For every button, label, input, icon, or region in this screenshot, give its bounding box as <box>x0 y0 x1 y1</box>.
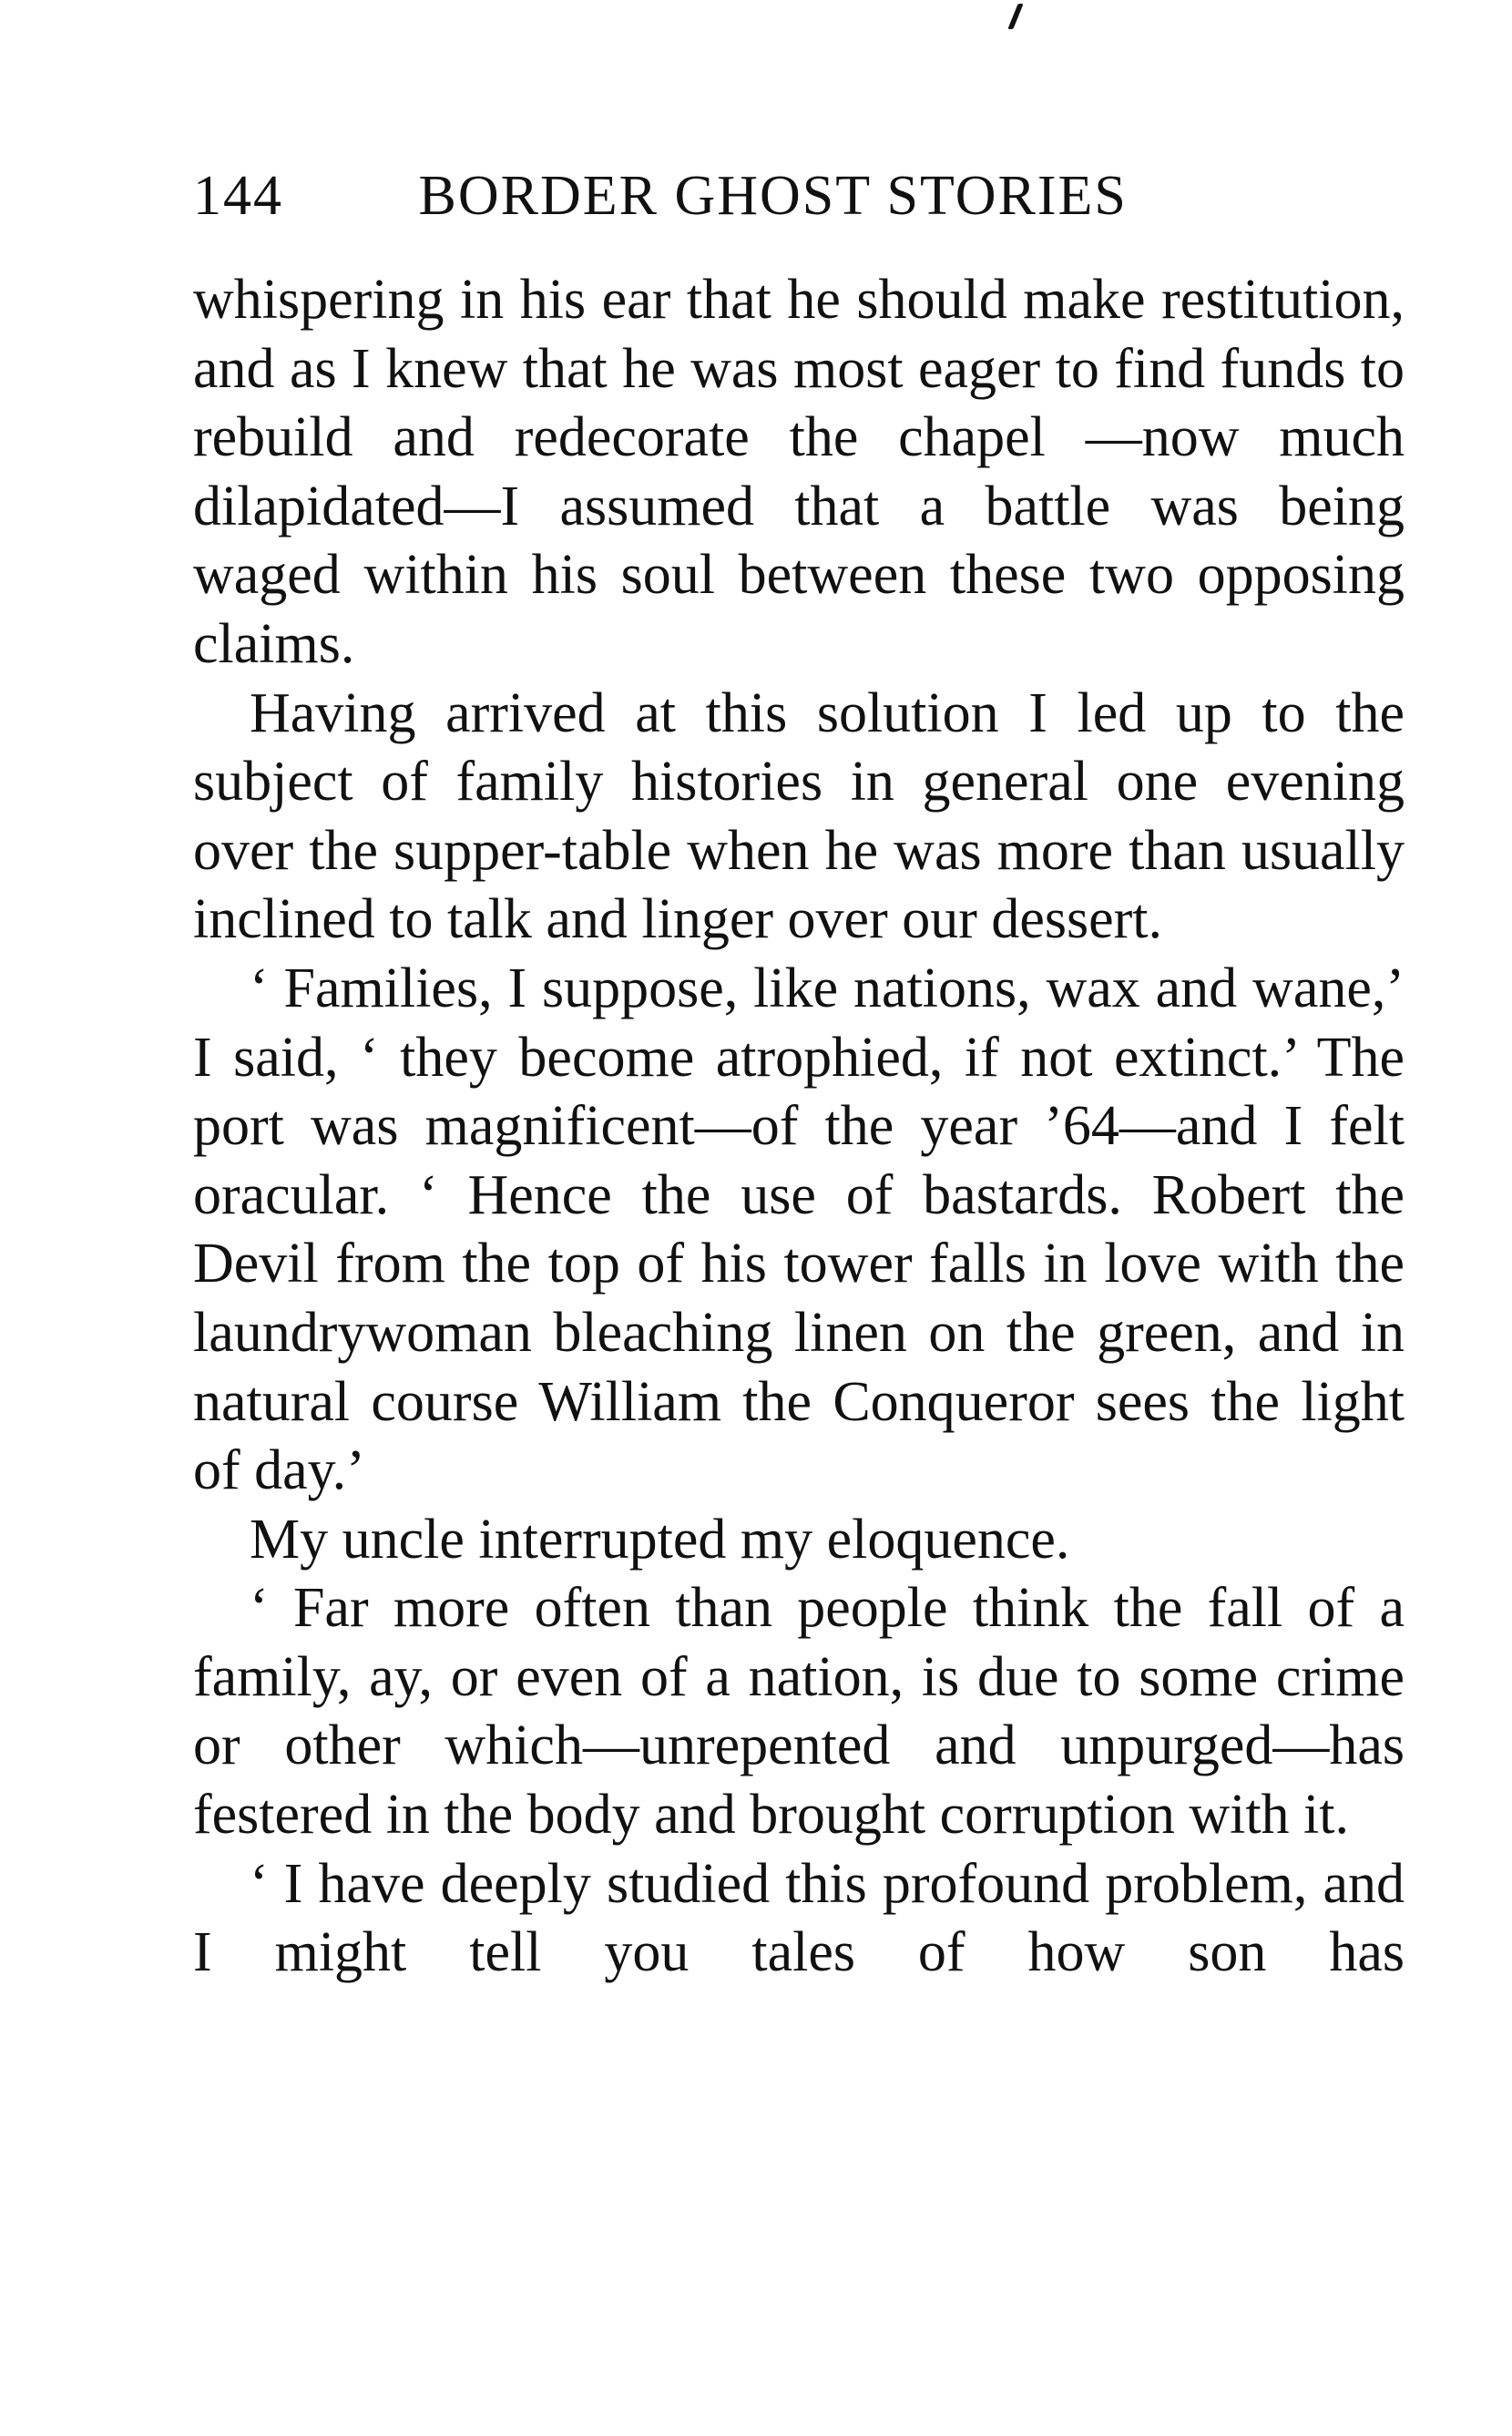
page-header <box>193 155 1128 237</box>
paragraph-1: whispering in his ear that he should make restitution, and as I knew that he was most eager to find funds to rebuild and redecorate the chapel —now much dilapidated—I assumed that a battle was being waged within his soul between these two opposing claims. <box>193 269 1405 675</box>
paragraph-6: ‘ I have deeply studied this profound problem, and I might tell you tales of how son has <box>193 1852 1405 1984</box>
paragraph-4: My uncle interrupted my eloquence. <box>250 1508 1070 1571</box>
running-head: BORDER GHOST STORIES <box>418 165 1128 227</box>
page-number: 144 <box>193 165 283 227</box>
paragraph-3: ‘ Families, I suppose, like nations, wax and wane,’ I said, ‘ they become atrophied, if not extinct.’ The port was magnificent—of the year ’64—and I felt oracular. ‘ Hence the use of bastards. Robert the Devil from the top of his tower falls in love with the laundrywoman bleaching linen on the green, and in natural course William the Conqueror sees the light of day.’ <box>193 957 1405 1502</box>
paragraph-5: ‘ Far more often than people think the fall of a family, ay, or even of a nation, is due to some crime or other which—unrepented and unpurged—has festered in the body and brought corruption with it. <box>193 1577 1405 1847</box>
margin-mark <box>1007 4 1023 29</box>
paragraph-2: Having arrived at this solution I led up to the subject of family histories in general one evening over the supper-table when he was more than usually inclined to talk and linger over our dessert. <box>193 681 1405 951</box>
body-text <box>193 266 1405 1988</box>
